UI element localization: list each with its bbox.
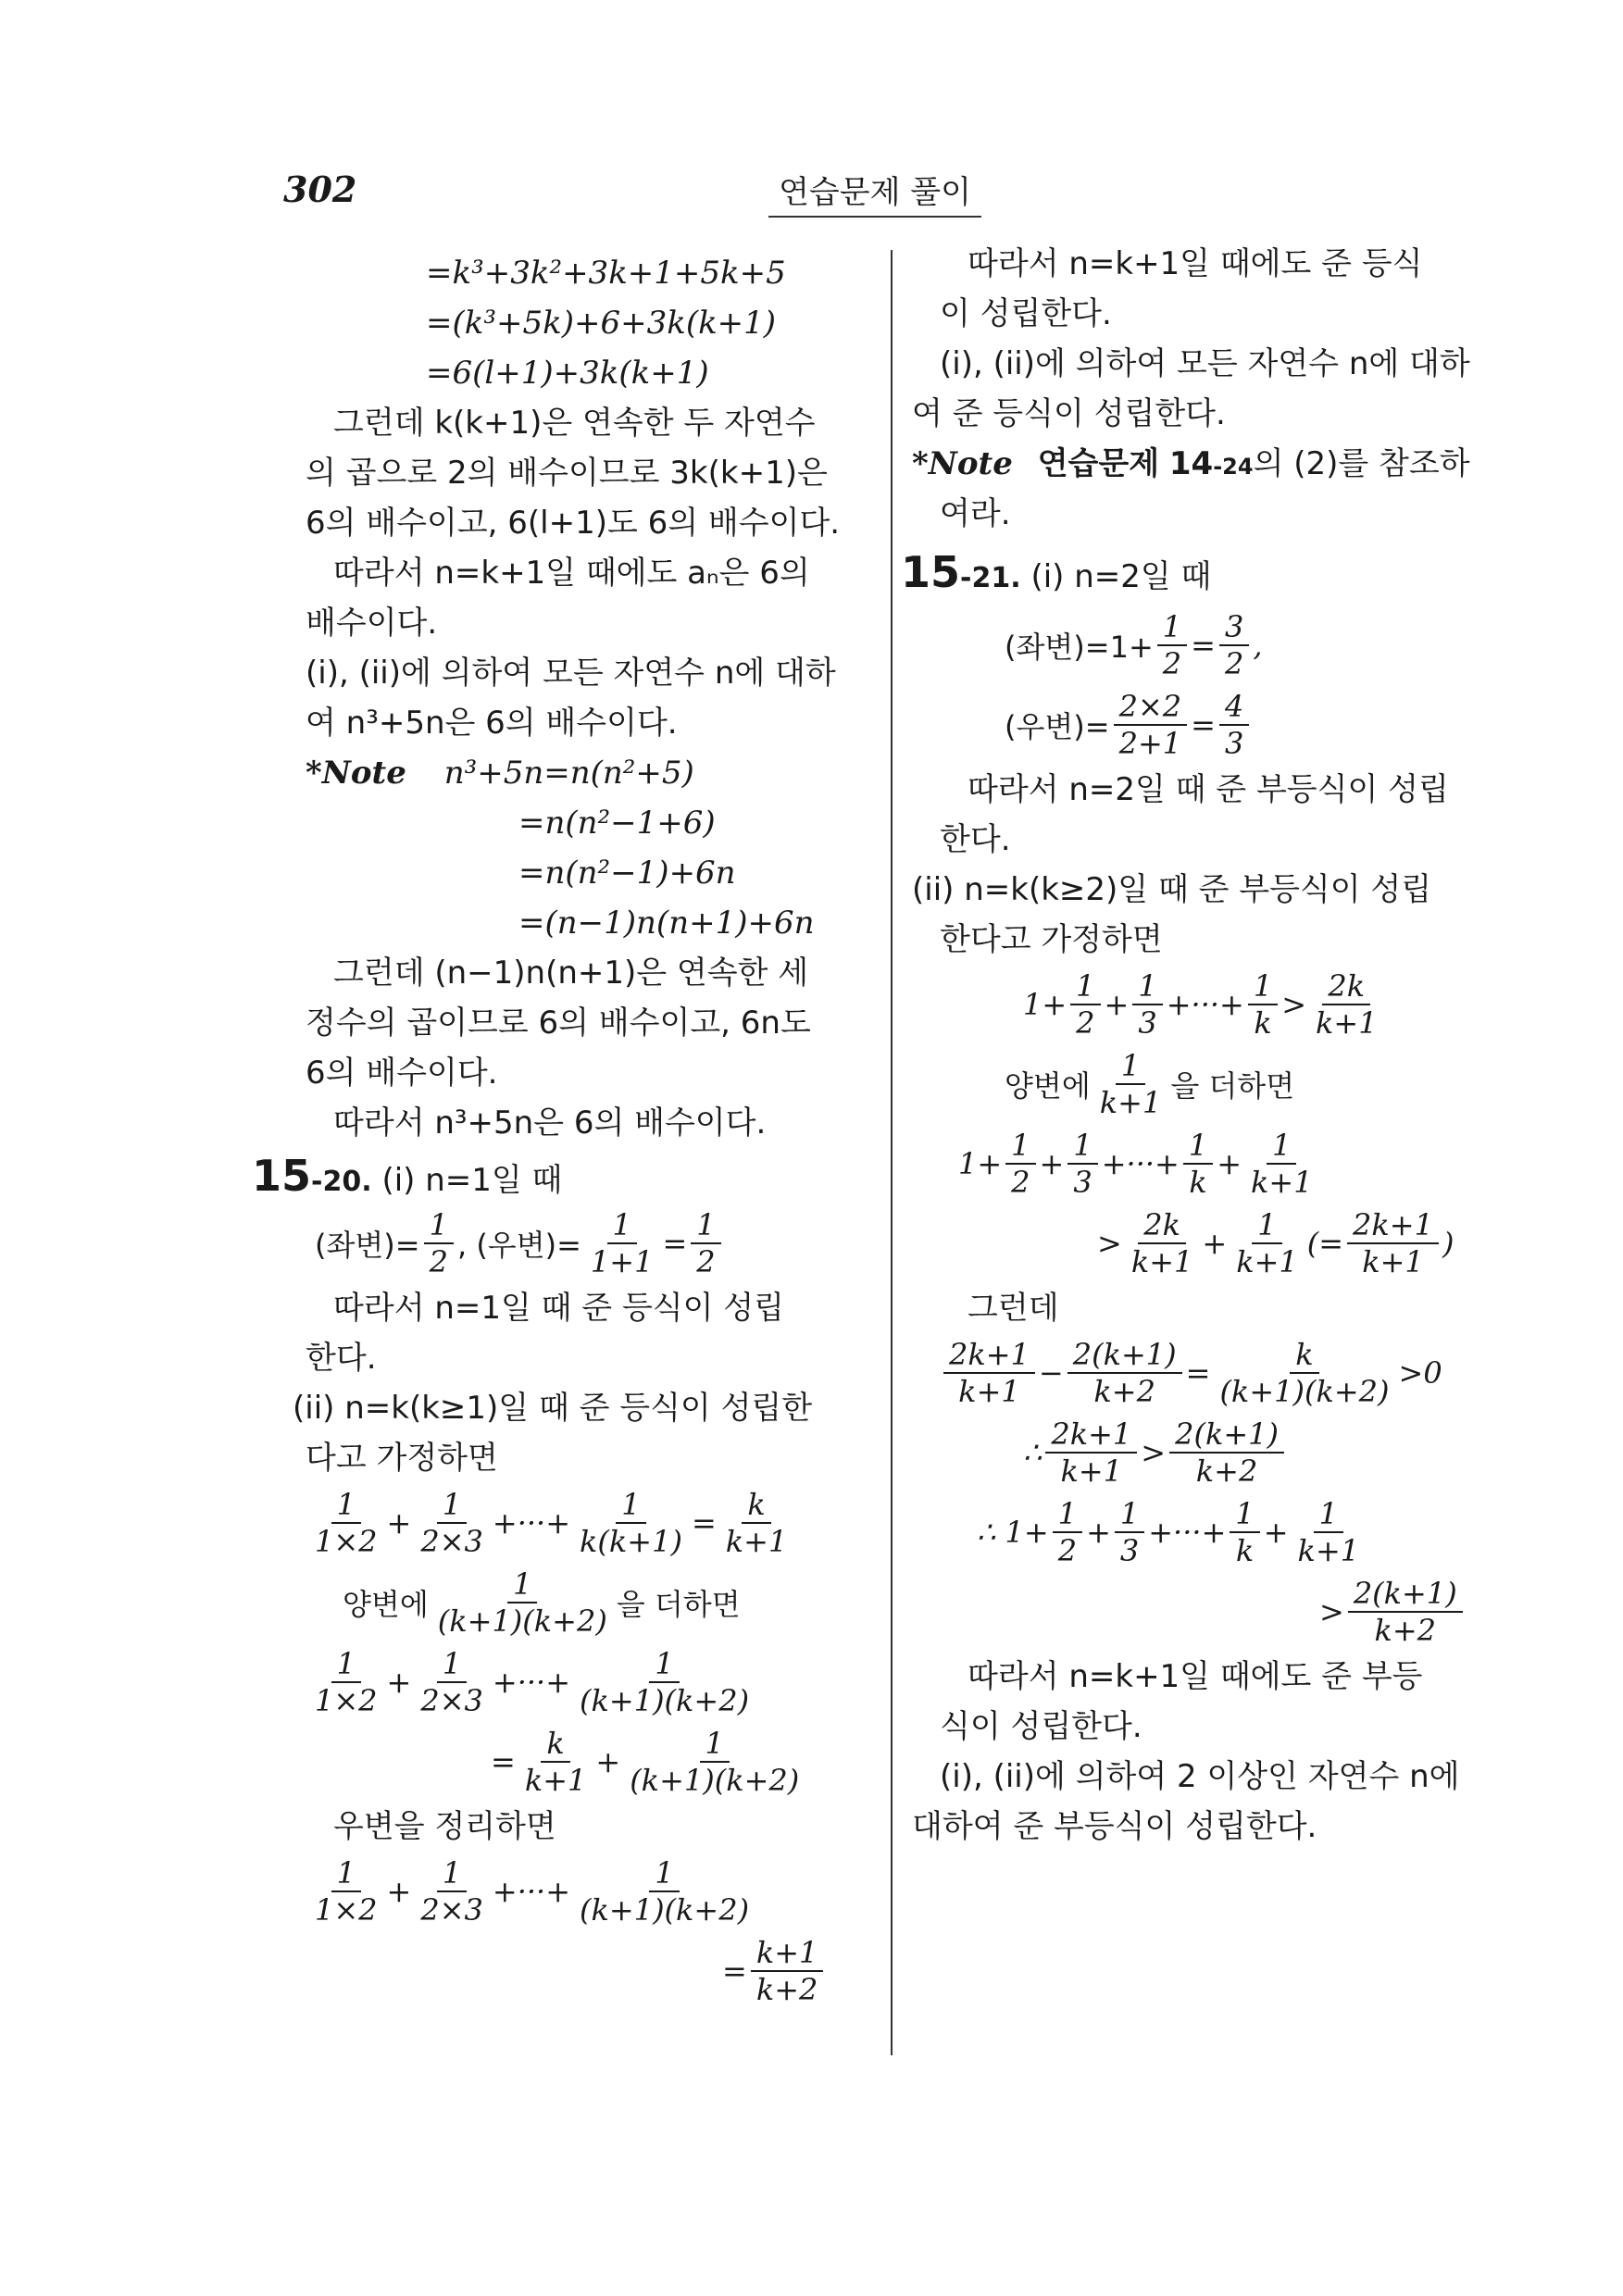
fraction (415, 1646, 489, 1718)
numerator: 2k+1 (1045, 1416, 1137, 1454)
denominator: 2 (429, 1244, 448, 1279)
fraction (1347, 1207, 1439, 1279)
denominator: 2 (1076, 1005, 1095, 1041)
numerator: k (1290, 1337, 1318, 1374)
formula-line: 1+ $\frac{1}{2}$ + $\frac{1}{3}$ +···+ $\frac{1}{k}$ > $\frac{2k}{k+1}$ (912, 965, 1542, 1044)
fraction (1169, 1416, 1284, 1489)
denominator: 2 (1162, 646, 1182, 681)
formula-line: $\frac{1}{1\times 2}$ + $\frac{1}{2\times 3}$ +···+ $\frac{1}{k(k+1)}$ = $\frac{k}{k+1}$ (306, 1483, 861, 1563)
fraction (309, 1646, 383, 1718)
numerator: 1 (1314, 1496, 1343, 1533)
fraction (624, 1726, 805, 1798)
denominator: k+2 (1195, 1454, 1258, 1489)
numerator: k (742, 1487, 770, 1524)
fraction (1067, 1128, 1097, 1200)
denominator: 2×3 (420, 1524, 483, 1559)
text-line: 한다. (306, 1340, 377, 1377)
numerator: 1 (437, 1646, 467, 1683)
numerator: 2(k+1) (1067, 1337, 1182, 1374)
numerator: 1 (1053, 1496, 1082, 1533)
text-line: 대하여 준 부등식이 성립한다. (912, 1808, 1317, 1845)
formula-line: ∴ 1+ $\frac{1}{2}$ + $\frac{1}{3}$ +···+ $\frac{1}{k}$ + $\frac{1}{k+1}$ (912, 1492, 1542, 1572)
text-line: 한다고 가정하면 (940, 921, 1163, 958)
fraction (1183, 1128, 1213, 1200)
fraction (432, 1566, 613, 1639)
numerator: 1 (1267, 1128, 1296, 1165)
numerator: 1 (649, 1855, 679, 1892)
fraction (720, 1487, 793, 1559)
numerator: 1 (1116, 1048, 1145, 1085)
numerator: 2×2 (1114, 689, 1188, 726)
fraction (1132, 968, 1162, 1041)
numerator: 2(k+1) (1348, 1576, 1463, 1613)
fraction (1230, 1496, 1259, 1568)
fraction (1094, 1048, 1167, 1120)
fraction (1005, 1128, 1035, 1200)
denominator: 3 (1224, 726, 1244, 761)
fraction (415, 1855, 489, 1928)
denominator: 2×3 (420, 1892, 483, 1928)
denominator: k+1 (1099, 1085, 1162, 1120)
denominator: 2 (1224, 646, 1244, 681)
text-line: =(n−1)n(n+1)+6n (518, 905, 815, 942)
fraction (1292, 1496, 1366, 1568)
numerator: 1 (1252, 1207, 1281, 1244)
numerator: 1 (700, 1726, 730, 1763)
numerator: 1 (1070, 968, 1100, 1005)
numerator: 1 (331, 1855, 361, 1892)
fraction (1310, 968, 1383, 1041)
text-line: 여라. (940, 495, 1011, 532)
denominator: (k+1)(k+2) (1219, 1374, 1390, 1409)
fraction (1115, 1496, 1144, 1568)
problem-heading (901, 539, 1542, 605)
text-line: 의 곱으로 2의 배수이므로 3k(k+1)은 (306, 455, 828, 492)
denominator: k+2 (1374, 1613, 1437, 1648)
column-divider (891, 250, 893, 2055)
denominator: k (1189, 1165, 1207, 1200)
fraction (1114, 689, 1188, 761)
text-line: 그런데 (968, 1290, 1059, 1327)
denominator: k+1 (1297, 1533, 1360, 1568)
denominator: (k+1)(k+2) (580, 1683, 750, 1718)
fraction (1045, 1416, 1137, 1489)
numerator: 1 (1067, 1128, 1097, 1165)
text-line: 여 n³+5n은 6의 배수이다. (306, 705, 678, 742)
fraction (691, 1207, 720, 1279)
problem-reference: 14-24 (1168, 445, 1254, 482)
denominator: k+1 (1251, 1165, 1313, 1200)
numerator: 1 (1230, 1496, 1259, 1533)
text-line: 이 성립한다. (940, 295, 1112, 332)
fraction (1348, 1576, 1463, 1648)
fraction (585, 1207, 659, 1279)
text-line: 따라서 n³+5n은 6의 배수이다. (333, 1104, 767, 1142)
numerator: 1 (424, 1207, 454, 1244)
text-line: =n(n²−1+6) (518, 805, 716, 842)
formula-line: ∴ $\frac{2k+1}{k+1}$ > $\frac{2(k+1)}{k+2}$ (912, 1413, 1542, 1492)
formula-line: $\frac{1}{1\times 2}$ + $\frac{1}{2\times 3}$ +···+ $\frac{1}{(k+1)(k+2)}$ (306, 1852, 861, 1931)
text-line: 따라서 n=k+1일 때에도 aₙ은 6의 (333, 555, 810, 592)
denominator: 3 (1138, 1005, 1157, 1041)
fraction (574, 1646, 755, 1718)
formula-line: = $\frac{k}{k+1}$ + $\frac{1}{(k+1)(k+2)}$ (306, 1722, 861, 1802)
denominator: k+1 (524, 1763, 587, 1798)
numerator: 2k+1 (943, 1337, 1035, 1374)
formula-line: $\frac{1}{1\times 2}$ + $\frac{1}{2\times 3}$ +···+ $\frac{1}{(k+1)(k+2)}$ (306, 1642, 861, 1722)
denominator: k+2 (755, 1972, 818, 2007)
numerator: 1 (607, 1207, 637, 1244)
denominator: (k+1)(k+2) (437, 1603, 607, 1639)
denominator: 2 (1011, 1165, 1030, 1200)
note-line (306, 748, 861, 798)
denominator: k(k+1) (580, 1524, 682, 1559)
text-line: (i), (ii)에 의하여 2 이상인 자연수 n에 (940, 1758, 1460, 1795)
fraction (1219, 609, 1249, 681)
fraction (751, 1935, 824, 2007)
fraction (1248, 968, 1278, 1041)
denominator: 2+1 (1118, 726, 1182, 761)
numerator: 1 (1005, 1128, 1035, 1165)
denominator: k+2 (1093, 1374, 1155, 1409)
denominator: (k+1)(k+2) (580, 1892, 750, 1928)
fraction (1219, 689, 1249, 761)
numerator: 1 (649, 1646, 679, 1683)
numerator: 1 (1115, 1496, 1144, 1533)
note-label: *Note (912, 445, 1013, 482)
denominator: 2 (696, 1244, 716, 1279)
left-column (252, 248, 861, 2011)
fraction (1070, 968, 1100, 1041)
math-text: n³+5n=n(n²+5) (443, 755, 694, 792)
text-line: (i), (ii)에 의하여 모든 자연수 n에 대하 (940, 345, 1470, 382)
denominator: 2 (1057, 1533, 1078, 1568)
denominator: 3 (1119, 1533, 1140, 1568)
text-line: 그런데 k(k+1)은 연속한 두 자연수 (333, 405, 816, 442)
text-line: 정수의 곱이므로 6의 배수이고, 6n도 (306, 1004, 811, 1042)
text-line: =(k³+5k)+6+3k(k+1) (426, 305, 777, 342)
formula-line: (우변)= $\frac{2\times 2}{2+1}$ = $\frac{4}{3}$ (912, 685, 1542, 765)
fraction (424, 1207, 454, 1279)
denominator: 1×2 (315, 1892, 378, 1928)
text-line: =n(n²−1)+6n (518, 855, 736, 892)
fraction (309, 1487, 383, 1559)
denominator: 3 (1073, 1165, 1092, 1200)
fraction (574, 1855, 755, 1928)
problem-number: 15-20. (252, 1151, 372, 1201)
numerator: 3 (1219, 609, 1249, 646)
formula-line: 1+ $\frac{1}{2}$ + $\frac{1}{3}$ +···+ $\frac{1}{k}$ + $\frac{1}{k+1}$ (912, 1124, 1542, 1204)
text-line: 따라서 n=1일 때 준 등식이 성립 (333, 1290, 784, 1327)
text-line: (i), (ii)에 의하여 모든 자연수 n에 대하 (306, 655, 836, 692)
fraction (1230, 1207, 1304, 1279)
fraction (1067, 1337, 1182, 1409)
text-line: 우변을 정리하면 (333, 1808, 556, 1845)
denominator: k (1235, 1533, 1255, 1568)
numerator: 1 (331, 1487, 361, 1524)
formula-line: > $\frac{2k}{k+1}$ + $\frac{1}{k+1}$ (= $\frac{2k+1}{k+1}$ ) (1097, 1207, 1454, 1279)
formula-line: (좌변)=1+ $\frac{1}{2}$ = $\frac{3}{2}$ , (1005, 609, 1263, 681)
denominator: k+1 (725, 1524, 788, 1559)
text-line: 따라서 n=k+1일 때에도 준 부등 (968, 1658, 1423, 1695)
text-line: =6(l+1)+3k(k+1) (426, 355, 709, 392)
denominator: k+1 (958, 1374, 1020, 1409)
numerator: 1 (616, 1487, 645, 1524)
fraction (574, 1487, 688, 1559)
numerator: 1 (1157, 609, 1187, 646)
denominator: k+1 (1060, 1454, 1123, 1489)
problem-number: 15-21. (901, 547, 1021, 597)
fraction (415, 1487, 489, 1559)
right-column (901, 239, 1542, 1852)
numerator: 1 (691, 1207, 720, 1244)
text-line: 6의 배수이다. (306, 1054, 498, 1092)
formula-line: 양변에 $\frac{1}{(k+1)(k+2)}$ 을 더하면 (343, 1566, 741, 1639)
numerator: 1 (437, 1855, 467, 1892)
fraction (309, 1855, 383, 1928)
text-line: 배수이다. (306, 605, 438, 642)
text-line: 여 준 등식이 성립한다. (912, 395, 1226, 432)
text-line: (ii) n=k(k≥2)일 때 준 부등식이 성립 (912, 871, 1432, 908)
fraction (519, 1726, 593, 1798)
denominator: 2×3 (420, 1683, 483, 1718)
numerator: 1 (1248, 968, 1278, 1005)
numerator: 2k (1138, 1207, 1186, 1244)
numerator: 4 (1219, 689, 1249, 726)
numerator: 2k (1322, 968, 1370, 1005)
text-line: 다고 가정하면 (306, 1440, 498, 1477)
note-line: *Note 연습문제 14-24의 (2)를 참조하 (912, 445, 1470, 482)
text-line: 6의 배수이고, 6(l+1)도 6의 배수이다. (306, 505, 841, 542)
denominator: k+1 (1316, 1005, 1378, 1041)
numerator: k+1 (751, 1935, 824, 1972)
numerator: 1 (331, 1646, 361, 1683)
formula-line: $\frac{2k+1}{k+1}$ − $\frac{2(k+1)}{k+2}$ = $\frac{k}{(k+1)(k+2)}$ >0 (912, 1333, 1542, 1413)
denominator: k (1254, 1005, 1272, 1041)
denominator: 1×2 (315, 1524, 378, 1559)
formula-line: > $\frac{2(k+1)}{k+2}$ (912, 1572, 1542, 1652)
note-label: *Note (306, 755, 406, 792)
text-line: 그런데 (n−1)n(n+1)은 연속한 세 (333, 955, 809, 992)
fraction (1214, 1337, 1394, 1409)
text-line: 따라서 n=2일 때 준 부등식이 성립 (968, 771, 1449, 808)
text-line: =k³+3k²+3k+1+5k+5 (426, 255, 786, 292)
numerator: 1 (1132, 968, 1162, 1005)
text-line: 한다. (940, 821, 1011, 858)
numerator: 1 (1183, 1128, 1213, 1165)
formula-line: (좌변)= $\frac{1}{2}$ , (우변)= $\frac{1}{1+1}$ = $\frac{1}{2}$ (306, 1204, 861, 1283)
numerator: 2(k+1) (1169, 1416, 1284, 1454)
fraction (1126, 1207, 1199, 1279)
denominator: k+1 (1130, 1244, 1193, 1279)
numerator: 1 (437, 1487, 467, 1524)
text-line: 따라서 n=k+1일 때에도 준 등식 (968, 245, 1423, 282)
problem-case: (i) n=2일 때 (1030, 558, 1212, 595)
numerator: 2k+1 (1347, 1207, 1439, 1244)
denominator: 1+1 (590, 1244, 654, 1279)
fraction (1157, 609, 1187, 681)
text-line: (ii) n=k(k≥1)일 때 준 등식이 성립한 (293, 1390, 813, 1427)
problem-case: (i) n=1일 때 (381, 1162, 563, 1199)
denominator: k+1 (1236, 1244, 1298, 1279)
numerator: 1 (507, 1566, 537, 1603)
fraction (1053, 1496, 1082, 1568)
page-header-title: 연습문제 풀이 (768, 167, 981, 218)
text-line: 식이 성립한다. (940, 1708, 1142, 1745)
denominator: (k+1)(k+2) (630, 1763, 800, 1798)
numerator: k (541, 1726, 569, 1763)
denominator: 1×2 (315, 1683, 378, 1718)
problem-heading (252, 1148, 861, 1204)
denominator: k+1 (1362, 1244, 1424, 1279)
formula-line: = $\frac{k+1}{k+2}$ (306, 1931, 861, 2011)
fraction (943, 1337, 1035, 1409)
formula-line: 양변에 $\frac{1}{k+1}$ 을 더하면 (1005, 1048, 1295, 1120)
fraction (1245, 1128, 1318, 1200)
page-number: 302 (283, 168, 357, 210)
